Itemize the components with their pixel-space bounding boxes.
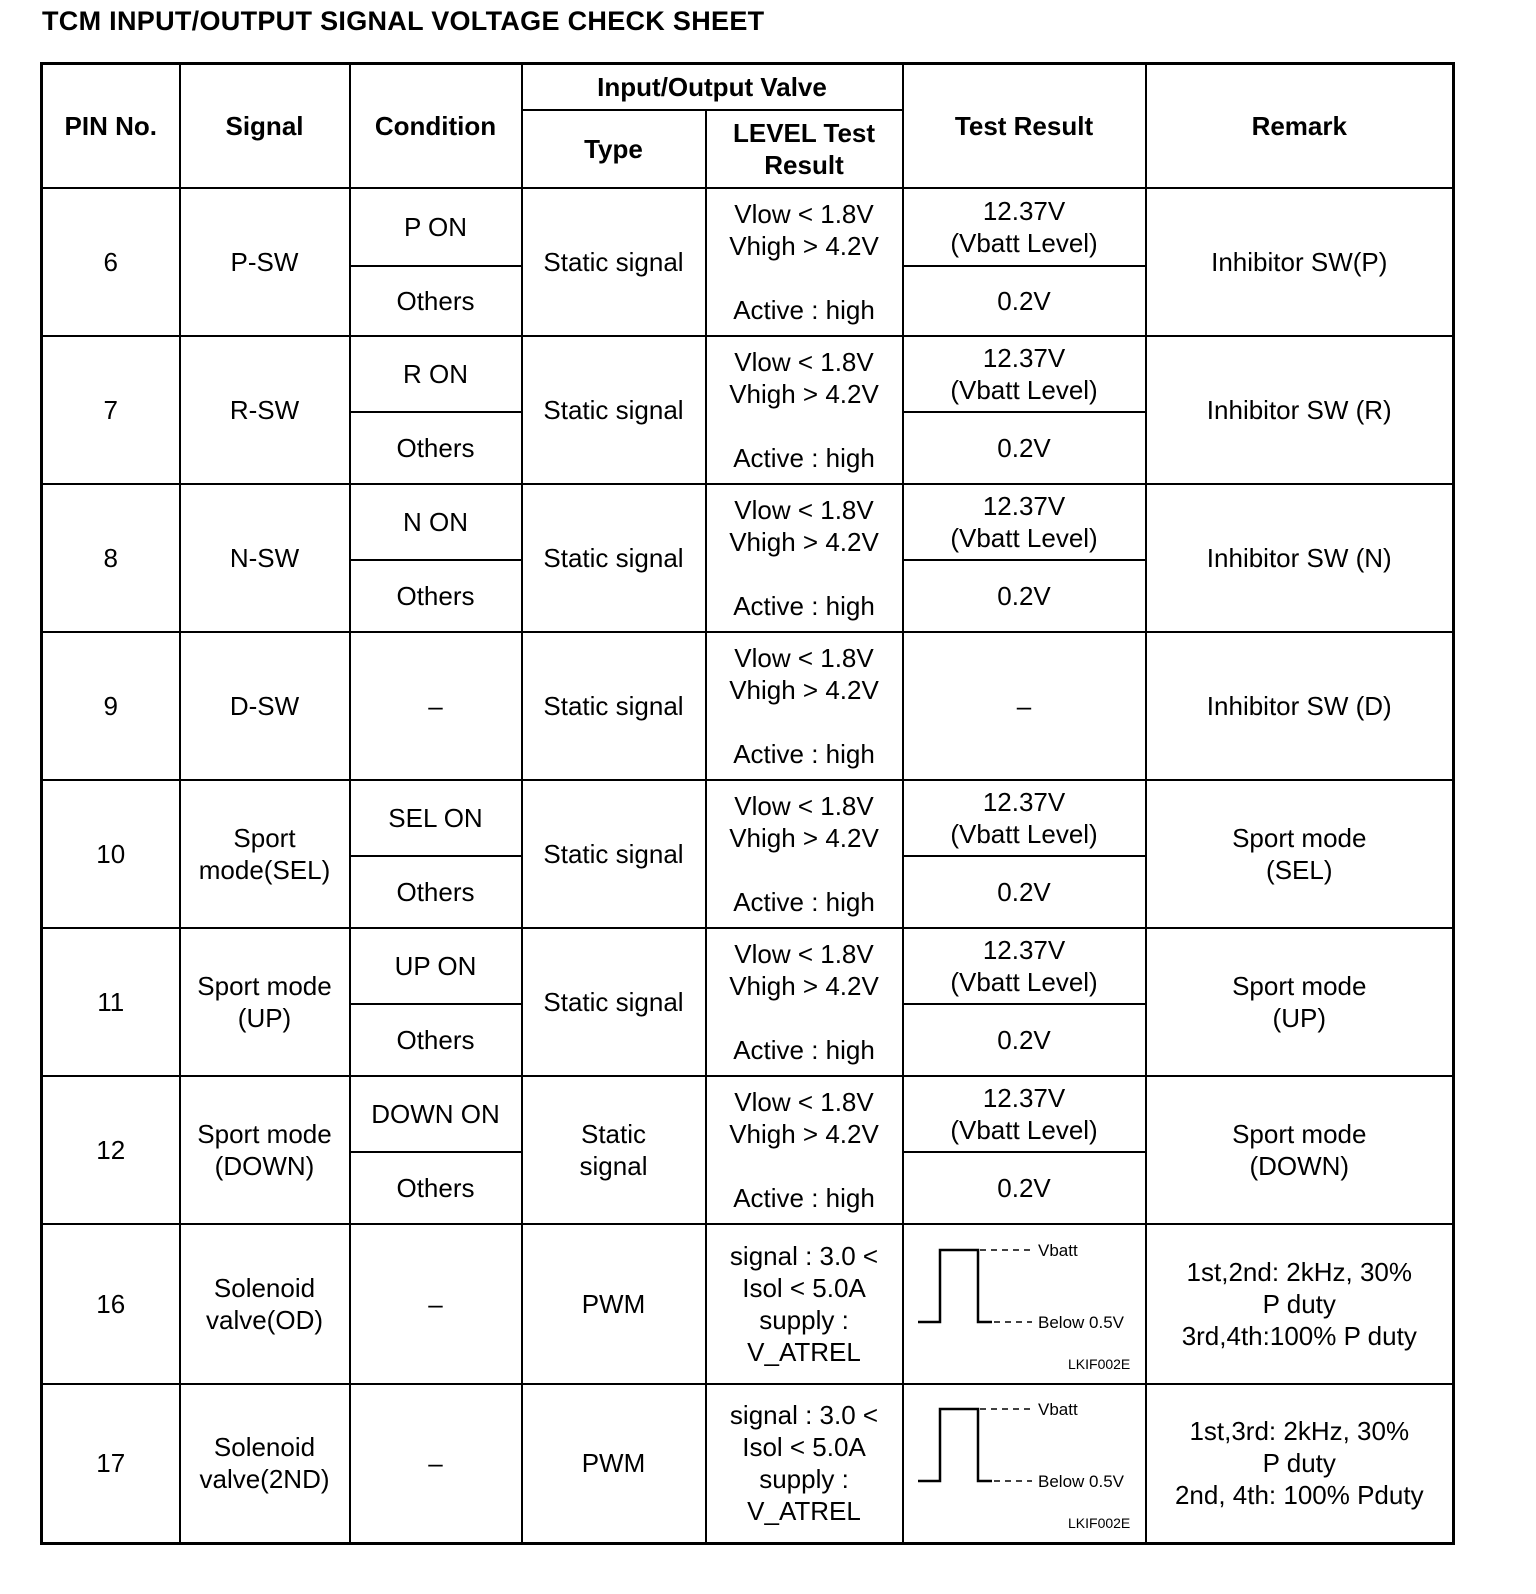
remark-cell: Inhibitor SW (R)	[1146, 336, 1454, 484]
table-row	[42, 632, 1454, 780]
remark-cell	[1146, 1224, 1454, 1384]
result-on-cell	[903, 188, 1146, 266]
vbatt-label: Vbatt	[1037, 1240, 1078, 1260]
vlow-text: Vlow < 1.8V	[734, 346, 874, 377]
remark-line-2: (SEL)	[1266, 854, 1333, 885]
type-cell: PWM	[522, 1224, 706, 1384]
pin-cell: 11	[42, 928, 180, 1076]
condition-other-cell: Others	[350, 266, 522, 336]
signal-line-1: Sport mode	[197, 1118, 332, 1149]
level-line-2: Isol < 5.0A	[742, 1432, 866, 1463]
signal-line-1: Sport	[233, 822, 296, 853]
vlow-text: Vlow < 1.8V	[734, 642, 874, 673]
header-row-1	[42, 64, 1454, 110]
signal-cell	[180, 780, 350, 928]
vhigh-text: Vhigh > 4.2V	[729, 230, 879, 261]
active-text: Active : high	[733, 886, 875, 917]
active-text: Active : high	[733, 1034, 875, 1065]
vhigh-text: Vhigh > 4.2V	[729, 822, 879, 853]
table-row	[42, 188, 1454, 266]
result-on-cell	[903, 780, 1146, 856]
waveform-cell	[903, 1384, 1146, 1544]
pin-cell: 8	[42, 484, 180, 632]
result-on-value: 12.37V	[982, 1082, 1066, 1113]
condition-on-cell: P ON	[350, 188, 522, 266]
header-level-test-result: LEVEL Test Result	[706, 110, 903, 188]
condition-other-cell: Others	[350, 856, 522, 928]
table-row	[42, 1076, 1454, 1152]
type-cell	[522, 928, 706, 1076]
result-other-cell: 0.2V	[903, 1004, 1146, 1076]
signal-cell	[180, 1224, 350, 1384]
pwm-waveform-diagram	[908, 1385, 1147, 1541]
level-line-1: signal : 3.0 <	[729, 1240, 879, 1271]
figure-code: LKIF002E	[1067, 1355, 1130, 1372]
level-cell	[706, 484, 903, 632]
vhigh-text: Vhigh > 4.2V	[729, 378, 879, 409]
level-cell	[706, 1224, 903, 1384]
condition-other-cell: Others	[350, 412, 522, 484]
result-on-value: 12.37V	[982, 490, 1066, 521]
vlow-text: Vlow < 1.8V	[734, 790, 874, 821]
result-on-cell	[903, 1076, 1146, 1152]
type-line-2: signal	[579, 1150, 648, 1181]
condition-other-cell: Others	[350, 1004, 522, 1076]
pwm-pulse-line	[918, 1409, 992, 1481]
pin-cell: 16	[42, 1224, 180, 1384]
vlow-text: Vlow < 1.8V	[734, 938, 874, 969]
header-remark: Remark	[1146, 64, 1454, 188]
level-cell	[706, 780, 903, 928]
result-on-sub: (Vbatt Level)	[950, 522, 1098, 553]
header-type: Type	[522, 110, 706, 188]
condition-on-cell: SEL ON	[350, 780, 522, 856]
vbatt-label: Vbatt	[1037, 1400, 1078, 1420]
pin-cell: 7	[42, 336, 180, 484]
type-cell: Static signal	[522, 632, 706, 780]
page-title: TCM INPUT/OUTPUT SIGNAL VOLTAGE CHECK SHEET	[42, 6, 765, 36]
vlow-text: Vlow < 1.8V	[734, 494, 874, 525]
vlow-text: Vlow < 1.8V	[734, 198, 874, 229]
remark-cell: Inhibitor SW(P)	[1146, 188, 1454, 336]
signal-line-1: Solenoid	[213, 1432, 316, 1463]
signal-line-2: valve(OD)	[205, 1304, 323, 1335]
header-pin: PIN No.	[42, 64, 180, 188]
remark-cell: Inhibitor SW (D)	[1146, 632, 1454, 780]
signal-cell: N-SW	[180, 484, 350, 632]
table-row	[42, 1384, 1454, 1544]
type-line-1: Static signal	[543, 986, 684, 1017]
condition-cell: –	[350, 1224, 522, 1384]
table-row	[42, 1224, 1454, 1384]
type-cell: Static signal	[522, 188, 706, 336]
vhigh-text: Vhigh > 4.2V	[729, 674, 879, 705]
remark-cell: Inhibitor SW (N)	[1146, 484, 1454, 632]
signal-cell: P-SW	[180, 188, 350, 336]
result-other-cell: 0.2V	[903, 1152, 1146, 1224]
remark-line-2: (UP)	[1272, 1002, 1326, 1033]
result-on-cell	[903, 484, 1146, 560]
condition-other-cell: Others	[350, 560, 522, 632]
condition-on-cell: N ON	[350, 484, 522, 560]
header-test-result: Test Result	[903, 64, 1146, 188]
remark-line-2: P duty	[1262, 1448, 1336, 1479]
type-line-1: Static signal	[543, 838, 684, 869]
figure-code: LKIF002E	[1067, 1515, 1130, 1532]
condition-on-cell: UP ON	[350, 928, 522, 1004]
pin-cell: 9	[42, 632, 180, 780]
active-text: Active : high	[733, 294, 875, 325]
signal-line-2: (DOWN)	[214, 1150, 315, 1181]
level-line-4: V_ATREL	[747, 1336, 861, 1367]
remark-cell	[1146, 928, 1454, 1076]
signal-line-2: (UP)	[237, 1002, 292, 1033]
signal-cell	[180, 1076, 350, 1224]
result-on-sub: (Vbatt Level)	[950, 818, 1098, 849]
remark-line-2: (DOWN)	[1249, 1150, 1350, 1181]
result-on-sub: (Vbatt Level)	[950, 374, 1098, 405]
level-cell	[706, 1076, 903, 1224]
pin-cell: 12	[42, 1076, 180, 1224]
result-on-sub: (Vbatt Level)	[950, 966, 1098, 997]
result-on-value: 12.37V	[982, 934, 1066, 965]
active-text: Active : high	[733, 442, 875, 473]
type-cell	[522, 1076, 706, 1224]
condition-other-cell: Others	[350, 1152, 522, 1224]
signal-cell	[180, 1384, 350, 1544]
signal-line-2: valve(2ND)	[199, 1464, 330, 1495]
vlow-text: Vlow < 1.8V	[734, 1086, 874, 1117]
level-cell	[706, 1384, 903, 1544]
pwm-waveform-diagram	[908, 1226, 1147, 1382]
type-cell: Static signal	[522, 336, 706, 484]
signal-line-1: Sport mode	[197, 970, 332, 1001]
active-text: Active : high	[733, 738, 875, 769]
vhigh-text: Vhigh > 4.2V	[729, 1118, 879, 1149]
remark-cell	[1146, 1076, 1454, 1224]
check-sheet-table	[40, 62, 1455, 1545]
remark-line-1: Sport mode	[1232, 822, 1367, 853]
result-on-value: 12.37V	[982, 342, 1066, 373]
level-line-3: supply :	[759, 1464, 849, 1495]
level-line-1: signal : 3.0 <	[729, 1400, 879, 1431]
remark-line-1: Sport mode	[1232, 1118, 1367, 1149]
remark-line-1: 1st,2nd: 2kHz, 30%	[1186, 1256, 1412, 1287]
table-row	[42, 484, 1454, 560]
signal-cell: D-SW	[180, 632, 350, 780]
condition-on-cell: DOWN ON	[350, 1076, 522, 1152]
result-on-cell	[903, 928, 1146, 1004]
pin-cell: 6	[42, 188, 180, 336]
table-row	[42, 336, 1454, 412]
remark-cell	[1146, 1384, 1454, 1544]
below-label: Below 0.5V	[1037, 1312, 1124, 1332]
vhigh-text: Vhigh > 4.2V	[729, 970, 879, 1001]
result-other-cell: 0.2V	[903, 560, 1146, 632]
waveform-cell	[903, 1224, 1146, 1384]
signal-cell: R-SW	[180, 336, 350, 484]
type-line-1: Static	[580, 1118, 647, 1149]
level-line-3: supply :	[759, 1304, 849, 1335]
result-on-cell	[903, 336, 1146, 412]
table-row	[42, 780, 1454, 856]
header-condition: Condition	[350, 64, 522, 188]
result-cell: –	[903, 632, 1146, 780]
active-text: Active : high	[733, 1182, 875, 1213]
level-cell	[706, 632, 903, 780]
vhigh-text: Vhigh > 4.2V	[729, 526, 879, 557]
level-cell	[706, 336, 903, 484]
level-cell	[706, 928, 903, 1076]
remark-line-1: 1st,3rd: 2kHz, 30%	[1189, 1416, 1410, 1447]
signal-line-2: mode(SEL)	[198, 854, 331, 885]
below-label: Below 0.5V	[1037, 1472, 1124, 1492]
active-text: Active : high	[733, 590, 875, 621]
pin-cell: 10	[42, 780, 180, 928]
remark-line-2: P duty	[1262, 1288, 1336, 1319]
result-on-value: 12.37V	[982, 786, 1066, 817]
condition-cell: –	[350, 1384, 522, 1544]
result-other-cell: 0.2V	[903, 856, 1146, 928]
condition-on-cell: R ON	[350, 336, 522, 412]
level-cell	[706, 188, 903, 336]
pwm-pulse-line	[918, 1250, 992, 1322]
type-cell	[522, 780, 706, 928]
result-on-sub: (Vbatt Level)	[950, 1114, 1098, 1145]
type-cell: Static signal	[522, 484, 706, 632]
pin-cell: 17	[42, 1384, 180, 1544]
level-line-2: Isol < 5.0A	[742, 1272, 866, 1303]
remark-line-3: 2nd, 4th: 100% Pduty	[1174, 1480, 1424, 1511]
header-signal: Signal	[180, 64, 350, 188]
level-line-4: V_ATREL	[747, 1496, 861, 1527]
signal-line-1: Solenoid	[213, 1272, 316, 1303]
result-on-sub: (Vbatt Level)	[950, 227, 1098, 258]
remark-line-3: 3rd,4th:100% P duty	[1181, 1320, 1417, 1351]
result-other-cell: 0.2V	[903, 412, 1146, 484]
condition-cell: –	[350, 632, 522, 780]
remark-line-1: Sport mode	[1232, 970, 1367, 1001]
header-io-valve: Input/Output Valve	[522, 64, 903, 110]
result-on-value: 12.37V	[982, 195, 1066, 226]
table-row	[42, 928, 1454, 1004]
remark-cell	[1146, 780, 1454, 928]
signal-cell	[180, 928, 350, 1076]
result-other-cell: 0.2V	[903, 266, 1146, 336]
type-cell: PWM	[522, 1384, 706, 1544]
